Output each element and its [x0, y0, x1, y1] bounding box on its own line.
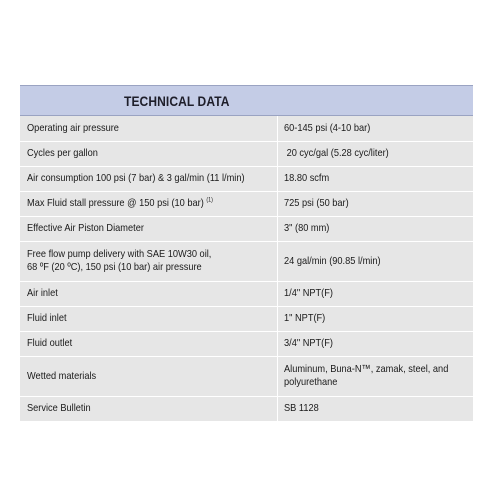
row-value: 60-145 psi (4-10 bar) — [277, 116, 473, 141]
row-label: Air consumption 100 psi (7 bar) & 3 gal/min (11 l/min) — [20, 166, 277, 191]
row-label: Cycles per gallon — [20, 141, 277, 166]
row-value: 725 psi (50 bar) — [277, 191, 473, 216]
row-value: SB 1128 — [277, 396, 473, 421]
row-value: 18.80 scfm — [277, 166, 473, 191]
table-row — [20, 356, 473, 396]
table-row — [20, 141, 473, 166]
row-value: 3/4" NPT(F) — [277, 331, 473, 356]
footnote-marker: (1) — [206, 197, 213, 204]
row-label: Max Fluid stall pressure @ 150 psi (10 bar) $^{(1)}$ — [20, 191, 277, 216]
row-label: Effective Air Piston Diameter — [20, 216, 277, 241]
table-row — [20, 241, 473, 281]
table-title-bar — [20, 85, 473, 116]
table-row — [20, 166, 473, 191]
row-value: 3" (80 mm) — [277, 216, 473, 241]
row-value: 1" NPT(F) — [277, 306, 473, 331]
row-label: Operating air pressure — [20, 116, 277, 141]
row-label: Free flow pump delivery with SAE 10W30 oil, 68 ºF (20 ºC), 150 psi (10 bar) air pressure — [20, 241, 277, 281]
spec-table — [20, 116, 473, 422]
row-value: 20 cyc/gal (5.28 cyc/liter) — [277, 141, 473, 166]
table-row — [20, 191, 473, 216]
table-row — [20, 116, 473, 141]
table-row — [20, 396, 473, 421]
row-label: Wetted materials — [20, 356, 277, 396]
table-row — [20, 281, 473, 306]
row-value: 1/4" NPT(F) — [277, 281, 473, 306]
table-title: TECHNICAL DATA — [124, 92, 230, 109]
row-label: Air inlet — [20, 281, 277, 306]
row-label: Fluid outlet — [20, 331, 277, 356]
technical-data-table — [20, 85, 473, 422]
row-value: Aluminum, Buna-N™, zamak, steel, and polyurethane — [277, 356, 473, 396]
row-value: 24 gal/min (90.85 l/min) — [277, 241, 473, 281]
row-label: Service Bulletin — [20, 396, 277, 421]
table-row — [20, 306, 473, 331]
table-row — [20, 216, 473, 241]
row-label: Fluid inlet — [20, 306, 277, 331]
table-row — [20, 331, 473, 356]
